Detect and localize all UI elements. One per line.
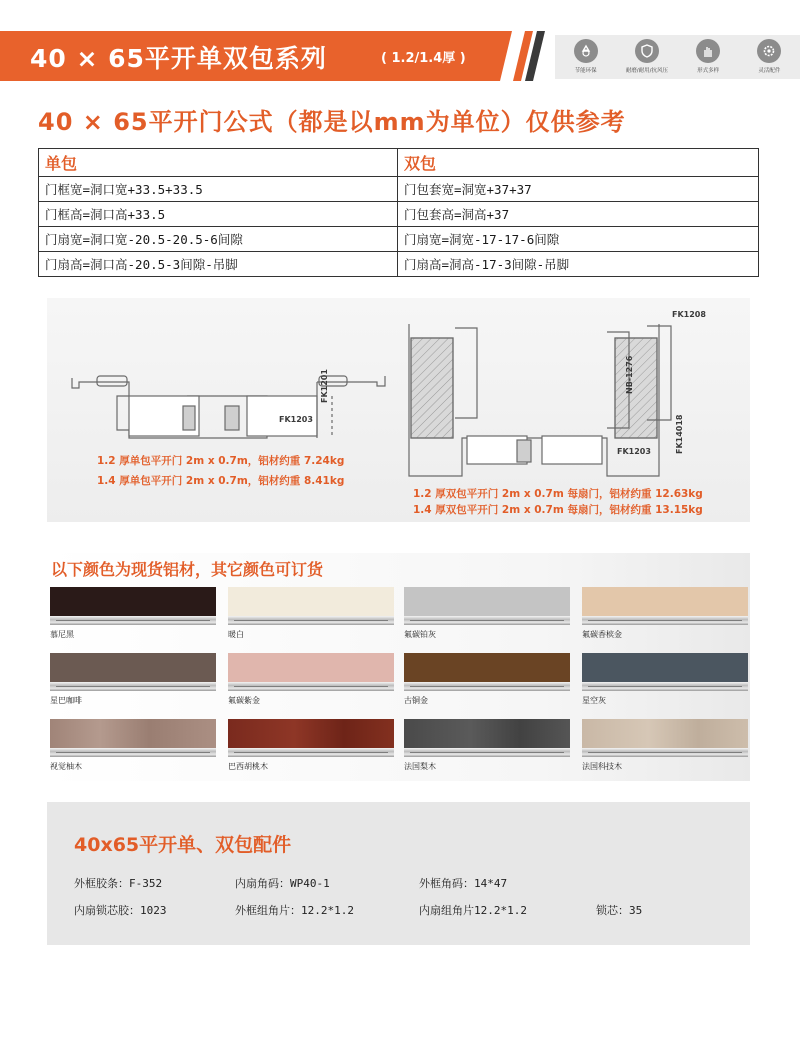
table-cell: 门扇高=洞高-17-3间隙-吊脚 [398,252,759,277]
swatch-face [582,653,748,682]
color-swatch-panel [47,553,750,781]
swatch-brazil-walnut [228,719,394,757]
swatch-face [582,587,748,616]
table-row [39,252,759,277]
swatch-rail [50,616,216,625]
table-cell: 门包套高=洞高+37 [398,202,759,227]
accessory-item: 内扇组角片12.2*1.2 [419,904,527,917]
swatch-name: 暖白 [228,630,244,639]
swatch-rail [404,682,570,691]
feature-icons [555,35,800,79]
table-cell: 门框宽=洞口宽+33.5+33.5 [39,177,398,202]
swatch-platinum-gray [404,587,570,625]
accessories-title: 40x65平开单、双包配件 [74,834,292,856]
swatch-face [228,653,394,682]
feature-label: 节能环保 [574,68,597,74]
swatch-rail [228,748,394,757]
caption-single-12: 1.2 厚单包平开门 2m x 0.7m，铝材约重 7.24kg [97,455,345,467]
swatch-starry-gray [582,653,748,691]
label-fk1203-double: FK1203 [617,447,651,456]
profile-diagram-panel [47,298,750,522]
caption-single-14: 1.4 厚单包平开门 2m x 0.7m，铝材约重 8.41kg [97,475,345,487]
accessory-item: 外框角码：14*47 [419,877,508,890]
swatch-name: 视觉柚木 [50,762,82,771]
colors-title: 以下颜色为现货铝材，其它颜色可订货 [51,560,324,579]
table-cell: 门扇宽=洞宽-17-17-6间隙 [398,227,759,252]
swatch-face [582,719,748,748]
feature-label: 耐磨/耐用/抗风压 [625,68,668,74]
swatch-rail [582,748,748,757]
swatch-face [50,587,216,616]
swatch-face [404,653,570,682]
feature-durable [621,39,673,74]
feature-label: 形式多样 [697,68,720,74]
swatch-bronze-gold [404,653,570,691]
page-title: 40 × 65平开单双包系列 [30,44,327,73]
swatch-name: 氟碳香槟金 [582,630,622,639]
table-cell: 门包套宽=洞宽+37+37 [398,177,759,202]
swatch-french-tech-wood [582,719,748,757]
swatch-name: 氟碳紫金 [228,696,260,705]
column-header-double: 双包 [398,149,759,177]
swatch-face [50,653,216,682]
table-cell: 门框高=洞口高+33.5 [39,202,398,227]
swatch-rail [228,682,394,691]
swatch-name: 古铜金 [404,696,428,705]
formula-table [38,148,759,277]
swatch-face [228,719,394,748]
swatch-rail [582,616,748,625]
swatch-teak [50,719,216,757]
column-header-single: 单包 [39,149,398,177]
swatch-champagne-gold [582,587,748,625]
accessory-item: 锁芯：35 [596,904,643,917]
table-cell: 门扇高=洞口高-20.5-3间隙-吊脚 [39,252,398,277]
label-fk1201: FK1201 [320,369,329,403]
table-row [39,227,759,252]
feature-label: 灵活配件 [758,68,781,74]
shield-icon [635,39,659,63]
caption-double-12: 1.2 厚双包平开门 2m x 0.7m 每扇门，铝材约重 12.63kg [413,488,703,500]
feature-styles [682,39,734,74]
feature-eco [560,39,612,74]
recycle-icon [574,39,598,63]
table-header-row [39,149,759,177]
swatch-name: 慕尼黑 [50,630,74,639]
table-cell: 门扇宽=洞口宽-20.5-20.5-6间隙 [39,227,398,252]
table-row [39,177,759,202]
hand-icon [696,39,720,63]
swatch-rail [404,748,570,757]
swatch-warm-white [228,587,394,625]
swatch-face [404,587,570,616]
swatch-name: 星巴咖啡 [50,696,82,705]
page-subtitle: ( 1.2/1.4厚 ) [381,51,466,66]
swatch-french-pear [404,719,570,757]
swatch-name: 法国科技木 [582,762,622,771]
header-banner [0,28,548,84]
accessory-item: 内扇锁芯胶：1023 [74,904,167,917]
table-row [39,202,759,227]
swatch-name: 氟碳铂灰 [404,630,436,639]
swatch-rail [582,682,748,691]
accessory-item: 外框组角片：12.2*1.2 [235,904,354,917]
accessory-item: 内扇角码：WP40-1 [235,877,330,890]
swatch-name: 巴西胡桃木 [228,762,268,771]
swatch-face [404,719,570,748]
swatch-munich [50,587,216,625]
accessory-item: 外框胶条：F-352 [74,877,163,890]
accessories-panel [47,802,750,945]
swatch-name: 星空灰 [582,696,606,705]
swatch-name: 法国梨木 [404,762,436,771]
label-nb1276: NB-1276 [625,355,634,394]
caption-double-14: 1.4 厚双包平开门 2m x 0.7m 每扇门，铝材约重 13.15kg [413,504,703,516]
label-fk14018: FK14018 [675,414,684,454]
swatch-face [228,587,394,616]
gear-icon [757,39,781,63]
feature-parts [743,39,795,74]
swatch-purple-gold [228,653,394,691]
label-fk1203-single: FK1203 [279,415,313,424]
swatch-star-coffee [50,653,216,691]
swatch-rail [404,616,570,625]
swatch-rail [50,748,216,757]
label-fk1208: FK1208 [672,310,706,319]
swatch-rail [50,682,216,691]
swatch-face [50,719,216,748]
swatch-rail [228,616,394,625]
formula-section-title: 40 × 65平开门公式（都是以mm为单位）仅供参考 [38,108,626,136]
